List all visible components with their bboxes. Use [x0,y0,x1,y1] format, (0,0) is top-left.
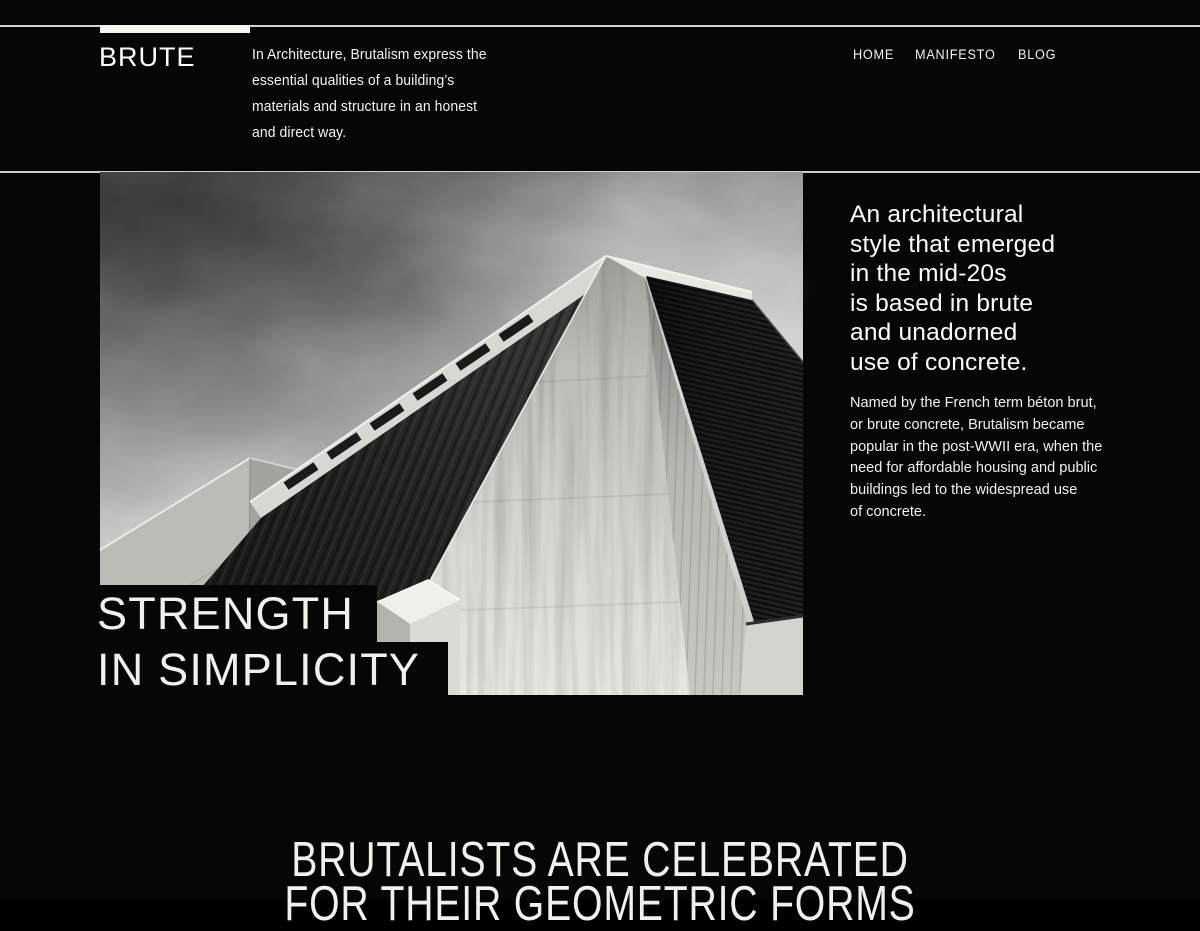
hero-aside-paragraph [850,392,1102,523]
aside-text-line: need for affordable housing and public [850,459,1098,477]
section-title-line-1: BRUTALISTS ARE CELEBRATED [291,833,909,887]
hero-title-line-2: IN SIMPLICITY [0,642,448,700]
aside-text-line: of concrete. [850,502,927,520]
aside-title-line: is based in brute [850,289,1034,317]
main-nav [853,47,1059,62]
aside-title-line: and unadorned [850,319,1018,346]
aside-title-line: style that emerged [850,230,1056,258]
tagline-line: materials and structure in an honest [252,98,478,115]
aside-title-line: use of concrete. [850,348,1028,376]
tagline-line: and direct way. [252,124,347,141]
logo-active-indicator [100,25,250,33]
brand-logo[interactable]: BRUTE [99,42,196,72]
hero-title-line-1: STRENGTH [0,585,377,642]
aside-text-line: Named by the French term béton brut, [850,394,1097,411]
hero-aside-title [850,200,1055,377]
nav-link-home[interactable]: HOME [853,47,895,62]
aside-title-line: An architectural [850,201,1024,228]
section-title-line-2: FOR THEIR GEOMETRIC FORMS [284,877,916,931]
nav-link-manifesto[interactable]: MANIFESTO [914,47,996,62]
tagline-line: essential qualities of a building’s [252,72,455,89]
aside-text-line: popular in the post-WWII era, when the [850,437,1103,455]
nav-link-blog[interactable]: BLOG [1018,47,1057,62]
aside-text-line: or brute concrete, Brutalism became [850,415,1085,433]
tagline-line: In Architecture, Brutalism express the [252,46,487,63]
aside-text-line: buildings led to the widespread use [850,481,1078,499]
header-tagline [252,42,487,146]
aside-title-line: in the mid-20s [850,260,1007,287]
